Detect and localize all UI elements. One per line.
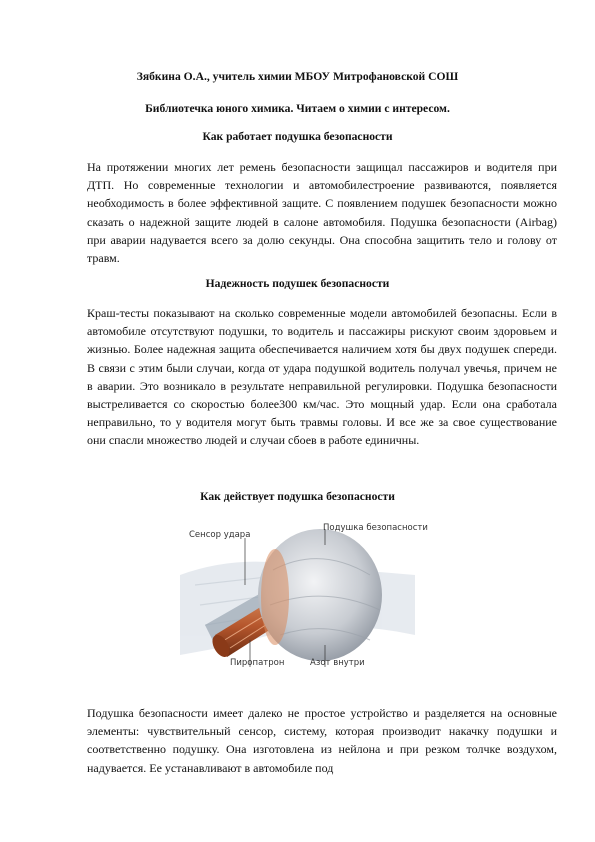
sensor-label: Сенсор удара (189, 530, 251, 540)
author-line: Зябкина О.А., учитель химии МБОУ Митрофановской СОШ (136, 70, 459, 83)
reliability-paragraph: Краш-тесты показывают на сколько современные модели автомобилей безопасны. Если в автомобиле отсутствуют подушки, то водитель и пассажиры рискуют своим здоровьем и жизнью. Более надежная защита обеспечивается наличием хотя бы двух подушек спереди. В связи с этим были случаи, когда от удара подушкой водитель получал увечья, причем не в аварии. Это возникало в результате неправильной регулировки. Подушка безопасности выстреливается со скоростью более300 км/час. Это мощный удар. Если она сработала неправильно, то у водителя могут быть травмы головы. И все же за свое существование они спасли множество людей и случаи сбоев в работе единичны. (87, 306, 557, 448)
nitrogen-label: Азот внутри (310, 658, 365, 668)
airbag-sphere (258, 529, 382, 661)
device-paragraph: Подушка безопасности имеет далеко не простое устройство и разделяется на основные элементы: чувствительный сенсор, систему, которая производит накачку подушки и соответственно подушку. Она изготовлена из нейлона и при резком толчке воздухом, надувается. Ее устанавливают в автомобиле под (87, 706, 557, 775)
reliability-heading: Надежность подушек безопасности (205, 277, 390, 290)
intro-paragraph: На протяжении многих лет ремень безопасности защищал пассажиров и водителя при ДТП. Но современные технологии и автомобилестроение развиваются, появляется необходимость в более эффективной защите. С появлением подушек безопасности можно сказать о надежной защите людей в салоне автомобиля. Подушка безопасности (Airbag) при аварии надувается всего за долю секунды. Она способна защитить тело и голову от травм. (87, 160, 557, 266)
airbag-illustration (175, 515, 420, 695)
how-heading: Как действует подушка безопасности (200, 490, 395, 503)
series-line: Библиотечка юного химика. Читаем о химии с интересом. (145, 102, 450, 115)
squib-label: Пиропатрон (230, 658, 285, 668)
airbag-diagram (175, 515, 428, 695)
airbag-label: Подушка безопасности (323, 523, 428, 533)
page-title: Как работает подушка безопасности (202, 130, 393, 143)
